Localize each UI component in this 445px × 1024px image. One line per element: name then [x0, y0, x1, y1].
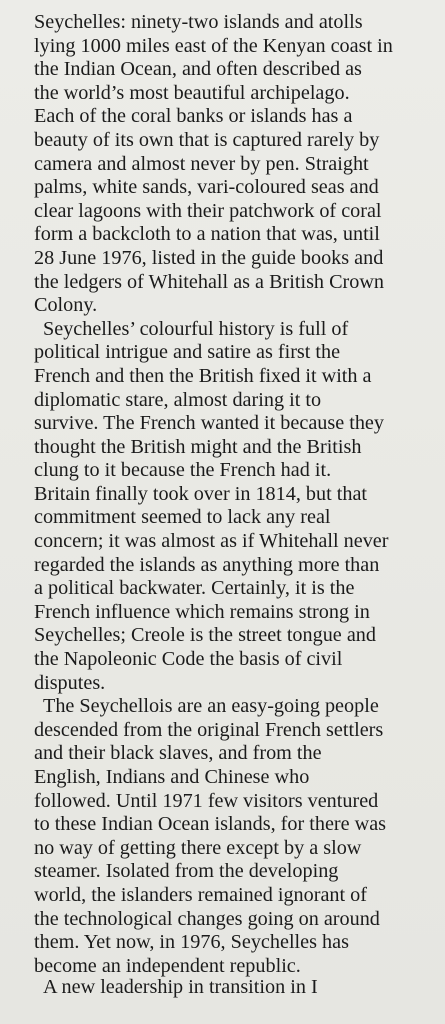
paragraph-3	[34, 695, 442, 978]
text-line: clear lagoons with their patchwork of coral	[34, 199, 382, 222]
paragraph-1	[34, 11, 442, 318]
text-line: a political backwater. Certainly, it is the	[34, 577, 355, 600]
text-line: form a backcloth to a nation that was, until	[34, 223, 380, 246]
text-line: followed. Until 1971 few visitors ventured	[34, 789, 379, 812]
text-line: palms, white sands, vari-coloured seas and	[34, 176, 379, 199]
text-line: to these Indian Ocean islands, for there was	[34, 813, 387, 836]
text-line-indented: The Seychellois are an easy-going people	[43, 695, 379, 718]
body-text	[34, 11, 442, 1002]
text-line: the Napoleonic Code the basis of civil	[34, 648, 343, 671]
text-line: them. Yet now, in 1976, Seychelles has	[34, 931, 349, 954]
text-line: French influence which remains strong in	[34, 600, 370, 623]
text-line: Each of the coral banks or islands has a	[34, 105, 353, 128]
text-line: no way of getting there except by a slow	[34, 836, 362, 859]
text-line: world, the islanders remained ignorant of	[34, 883, 367, 906]
text-line: Seychelles: ninety-two islands and atolls	[34, 11, 363, 33]
text-line: Britain finally took over in 1814, but that	[34, 482, 368, 505]
text-line: regarded the islands as anything more than	[34, 553, 380, 576]
cut-off-text-line: A new leadership in transition in I	[43, 976, 318, 999]
text-line: Seychelles; Creole is the street tongue and	[34, 624, 376, 647]
text-line: English, Indians and Chinese who	[34, 766, 310, 788]
text-line: become an independent republic.	[34, 954, 301, 977]
text-line: political intrigue and satire as first the	[34, 341, 341, 364]
text-line: lying 1000 miles east of the Kenyan coast in	[34, 34, 393, 57]
text-line: camera and almost never by pen. Straight	[34, 152, 369, 175]
text-line: thought the British might and the British	[34, 435, 362, 458]
text-line: the Indian Ocean, and often described as	[34, 58, 362, 81]
text-line: descended from the original French settlers	[34, 718, 384, 741]
text-line: the ledgers of Whitehall as a British Crown	[34, 270, 385, 293]
text-line: French and then the British fixed it with a	[34, 364, 372, 387]
text-line: 28 June 1976, listed in the guide books and	[34, 246, 384, 269]
text-line: survive. The French wanted it because they	[34, 412, 384, 435]
text-line: steamer. Isolated from the developing	[34, 860, 339, 883]
text-line: concern; it was almost as if Whitehall never	[34, 530, 389, 553]
text-line: diplomatic stare, almost daring it to	[34, 388, 322, 411]
text-line: and their black slaves, and from the	[34, 742, 322, 765]
text-line: beauty of its own that is captured rarely by	[34, 128, 380, 151]
text-line: disputes.	[34, 671, 106, 694]
text-line: commitment seemed to lack any real	[34, 506, 331, 529]
text-line-indented: Seychelles’ colourful history is full of	[43, 317, 349, 340]
text-line: the world’s most beautiful archipelago.	[34, 81, 350, 104]
text-line: Colony.	[34, 294, 98, 317]
text-line: clung to it because the French had it.	[34, 459, 332, 482]
paragraph-2	[34, 318, 442, 696]
text-line: the technological changes going on around	[34, 907, 380, 930]
